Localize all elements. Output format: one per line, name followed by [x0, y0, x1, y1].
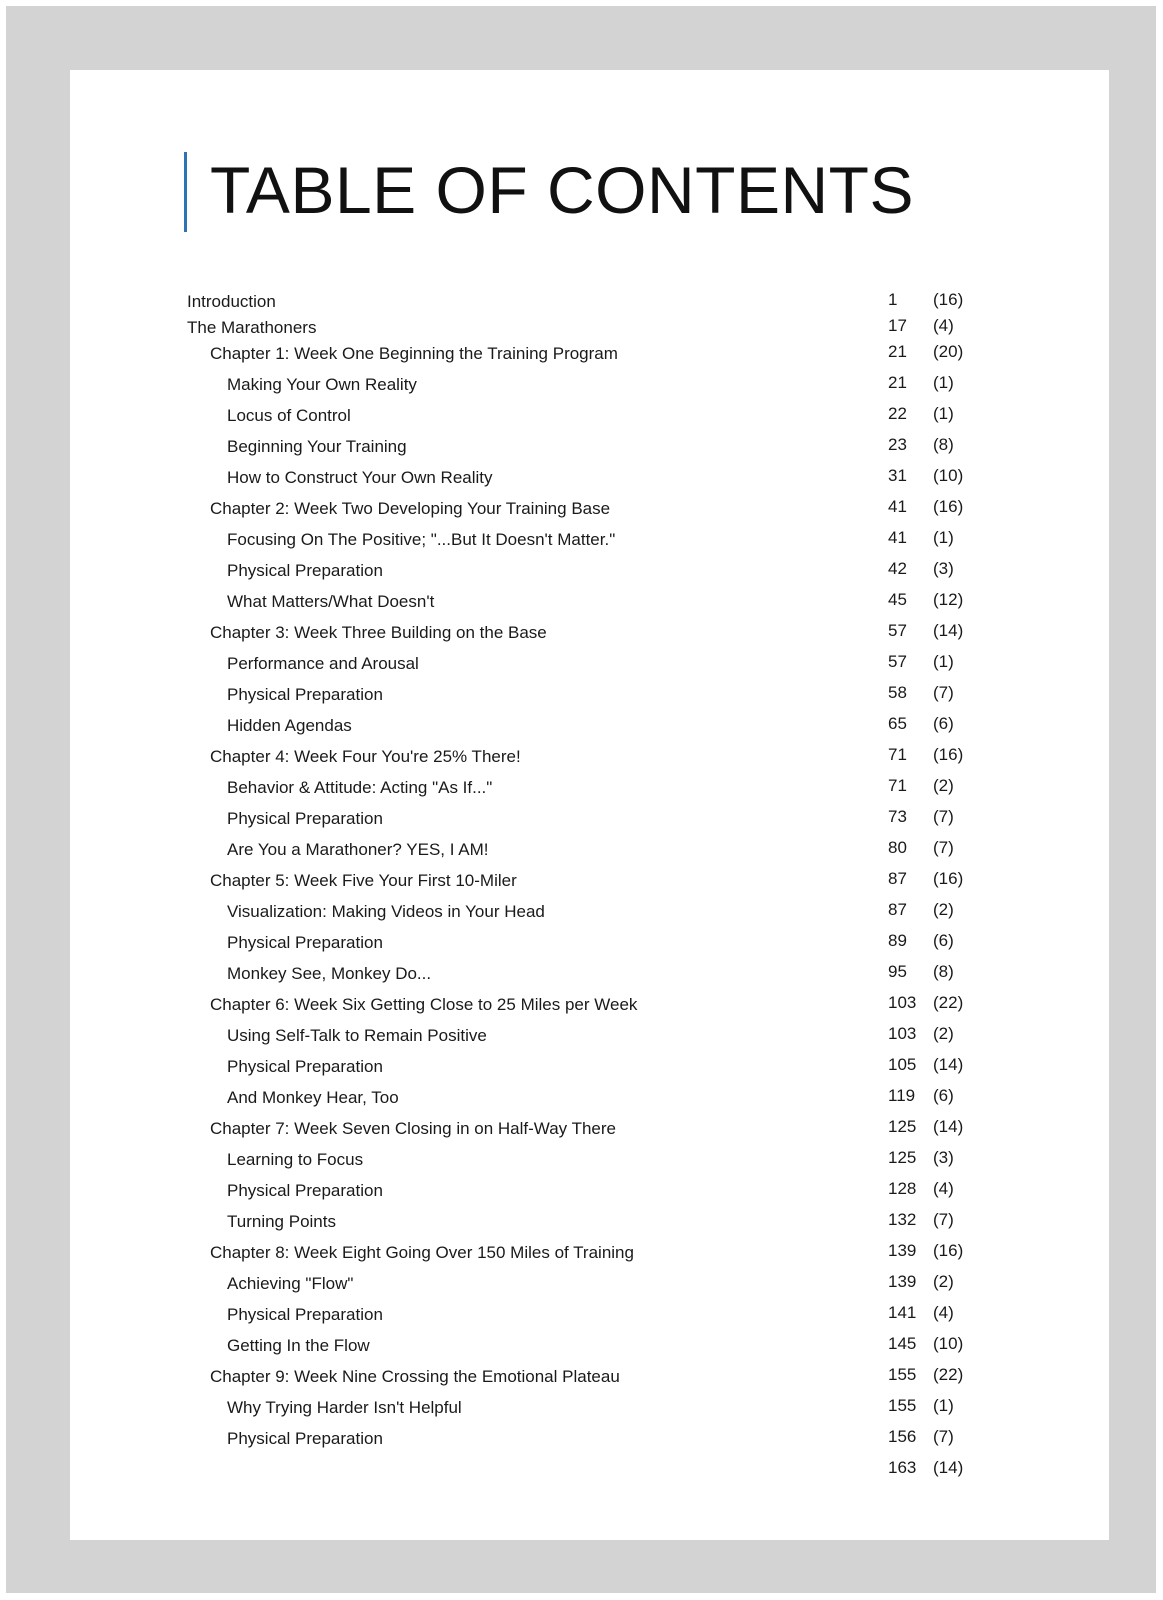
- toc-entry-title: Locus of Control: [227, 406, 351, 425]
- toc-entry-title: Visualization: Making Videos in Your Head: [227, 902, 545, 921]
- toc-entry[interactable]: [70, 314, 1109, 340]
- toc-entry-title: Behavior & Attitude: Acting "As If...": [227, 778, 493, 797]
- toc-entry-title: Making Your Own Reality: [227, 375, 417, 394]
- toc-entry-page: 155: [888, 1396, 917, 1415]
- toc-entry-page: 156: [888, 1427, 917, 1446]
- toc-entry-length: (7): [933, 838, 954, 857]
- toc-entry[interactable]: [70, 1053, 1109, 1084]
- toc-entry-page: 65: [888, 714, 907, 733]
- toc-entry-page: 125: [888, 1117, 917, 1136]
- toc-entry-length: (8): [933, 435, 954, 454]
- toc-entry-title: Chapter 8: Week Eight Going Over 150 Miles of Training: [210, 1243, 634, 1262]
- toc-entry-length: (2): [933, 1272, 954, 1291]
- toc-entry-title: Chapter 7: Week Seven Closing in on Half-Way There: [210, 1119, 616, 1138]
- toc-entry[interactable]: [70, 836, 1109, 867]
- toc-entry-length: (1): [933, 404, 954, 423]
- toc-entry-length: (1): [933, 1396, 954, 1415]
- toc-entry[interactable]: [70, 650, 1109, 681]
- toc-entry-title: Performance and Arousal: [227, 654, 419, 673]
- toc-entry-length: (7): [933, 1427, 954, 1446]
- toc-entry-title: Chapter 3: Week Three Building on the Base: [210, 623, 547, 642]
- toc-entry-length: (2): [933, 1024, 954, 1043]
- toc-entry-length: (3): [933, 559, 954, 578]
- toc-entry-length: (22): [933, 993, 964, 1012]
- toc-entry-page: 103: [888, 1024, 917, 1043]
- toc-entry[interactable]: [70, 1301, 1109, 1332]
- toc-entry-length: (14): [933, 621, 964, 640]
- toc-entry-title: Hidden Agendas: [227, 716, 352, 735]
- toc-entry-page: 155: [888, 1365, 917, 1384]
- toc-entry-title: Introduction: [187, 292, 276, 311]
- toc-entry-title: Chapter 6: Week Six Getting Close to 25 Miles per Week: [210, 995, 638, 1014]
- toc-entry[interactable]: [70, 340, 1109, 371]
- page-title: TABLE OF CONTENTS: [210, 153, 915, 227]
- toc-entry[interactable]: [70, 1425, 1109, 1456]
- toc-entry-page: 71: [888, 745, 907, 764]
- toc-entry-page: 21: [888, 373, 907, 392]
- toc-entry-page: 31: [888, 466, 907, 485]
- toc-entry-page: 45: [888, 590, 907, 609]
- title-accent-bar: [184, 152, 187, 232]
- toc-entry[interactable]: [70, 929, 1109, 960]
- toc-entry[interactable]: [70, 1332, 1109, 1363]
- toc-entry-page: 41: [888, 528, 907, 547]
- toc-entry-length: (16): [933, 1241, 964, 1260]
- toc-entry-length: (1): [933, 528, 954, 547]
- toc-entry[interactable]: [70, 433, 1109, 464]
- toc-entry[interactable]: [70, 526, 1109, 557]
- toc-entry[interactable]: [70, 1177, 1109, 1208]
- toc-entry-title: Beginning Your Training: [227, 437, 407, 456]
- toc-entry-title: What Matters/What Doesn't: [227, 592, 435, 611]
- toc-entry[interactable]: [70, 495, 1109, 526]
- toc-entry[interactable]: [70, 867, 1109, 898]
- table-of-contents: [70, 288, 1109, 1534]
- toc-entry-page: 95: [888, 962, 907, 981]
- toc-entry-length: (2): [933, 900, 954, 919]
- toc-entry-length: (12): [933, 590, 964, 609]
- toc-entry-length: (10): [933, 1334, 964, 1353]
- toc-entry-page: 71: [888, 776, 907, 795]
- toc-entry-page: 145: [888, 1334, 917, 1353]
- toc-entry[interactable]: [70, 288, 1109, 314]
- toc-entry-length: (16): [933, 497, 964, 516]
- toc-entry-title: Monkey See, Monkey Do...: [227, 964, 432, 983]
- toc-entry[interactable]: [70, 1084, 1109, 1115]
- toc-entry[interactable]: [70, 1146, 1109, 1177]
- toc-entry-page: 57: [888, 621, 907, 640]
- toc-entry-length: (16): [933, 745, 964, 764]
- toc-entry-title: Physical Preparation: [227, 809, 383, 828]
- toc-entry-page: 57: [888, 652, 907, 671]
- toc-entry-length: (10): [933, 466, 964, 485]
- toc-entry-length: (6): [933, 1086, 954, 1105]
- toc-entry-page: 132: [888, 1210, 917, 1229]
- toc-entry-length: (8): [933, 962, 954, 981]
- toc-entry-length: (7): [933, 807, 954, 826]
- toc-entry-title: Chapter 9: Week Nine Crossing the Emotional Plateau: [210, 1367, 620, 1386]
- toc-entry-page: 139: [888, 1272, 917, 1291]
- document-frame: [6, 6, 1156, 1593]
- toc-entry[interactable]: [70, 1394, 1109, 1425]
- toc-entry-page: 119: [888, 1086, 916, 1105]
- toc-entry-length: (1): [933, 652, 954, 671]
- toc-entry-page: 103: [888, 993, 917, 1012]
- toc-entry-title: Achieving "Flow": [227, 1274, 354, 1293]
- toc-entry-page: 42: [888, 559, 907, 578]
- toc-entry-page: 58: [888, 683, 907, 702]
- toc-entry-title: Physical Preparation: [227, 1181, 383, 1200]
- toc-entry[interactable]: [70, 991, 1109, 1022]
- toc-entry-page: 73: [888, 807, 907, 826]
- toc-entry[interactable]: [70, 1115, 1109, 1146]
- toc-entry[interactable]: [70, 402, 1109, 433]
- document-page: [70, 70, 1109, 1540]
- toc-entry[interactable]: [70, 1456, 1109, 1487]
- toc-entry-length: (22): [933, 1365, 964, 1384]
- toc-entry-page: 41: [888, 497, 907, 516]
- toc-entry-page: 80: [888, 838, 907, 857]
- toc-entry-length: (14): [933, 1458, 964, 1477]
- toc-entry-title: Physical Preparation: [227, 933, 383, 952]
- toc-entry-title: Learning to Focus: [227, 1150, 364, 1169]
- toc-entry[interactable]: [70, 588, 1109, 619]
- toc-entry-title: Chapter 5: Week Five Your First 10-Miler: [210, 871, 517, 890]
- toc-entry-page: 87: [888, 869, 907, 888]
- toc-entry[interactable]: [70, 1022, 1109, 1053]
- toc-entry[interactable]: [70, 557, 1109, 588]
- toc-entry-page: 128: [888, 1179, 917, 1198]
- toc-entry-length: (20): [933, 342, 964, 361]
- toc-entry[interactable]: [70, 464, 1109, 495]
- toc-entry-title: Focusing On The Positive; "...But It Doesn't Matter.": [227, 530, 616, 549]
- toc-entry-page: 139: [888, 1241, 917, 1260]
- toc-entry[interactable]: [70, 1363, 1109, 1394]
- toc-entry-title: Are You a Marathoner? YES, I AM!: [227, 840, 489, 859]
- toc-entry-title: Turning Points: [227, 1212, 336, 1231]
- toc-entry[interactable]: [70, 805, 1109, 836]
- toc-entry-length: (16): [933, 290, 964, 309]
- toc-entry-length: (3): [933, 1148, 954, 1167]
- toc-entry[interactable]: [70, 1270, 1109, 1301]
- toc-entry[interactable]: [70, 898, 1109, 929]
- toc-entry-page: 163: [888, 1458, 917, 1477]
- toc-entry-page: 141: [888, 1303, 917, 1322]
- toc-entry-length: (6): [933, 931, 954, 950]
- toc-entry-title: Getting In the Flow: [227, 1336, 370, 1355]
- toc-entry[interactable]: [70, 371, 1109, 402]
- toc-entry-page: 125: [888, 1148, 917, 1167]
- toc-entry-page: 105: [888, 1055, 917, 1074]
- toc-entry-title: Physical Preparation: [227, 1429, 383, 1448]
- toc-entry[interactable]: [70, 1208, 1109, 1239]
- toc-entry[interactable]: [70, 619, 1109, 650]
- toc-entry-length: (16): [933, 869, 964, 888]
- toc-entry-page: 89: [888, 931, 907, 950]
- toc-entry-length: (7): [933, 1210, 954, 1229]
- toc-entry[interactable]: [70, 960, 1109, 991]
- toc-entry-title: Physical Preparation: [227, 685, 383, 704]
- toc-entry-page: 22: [888, 404, 907, 423]
- toc-entry-length: (1): [933, 373, 954, 392]
- toc-entry-page: 17: [888, 316, 907, 335]
- toc-entry-length: (14): [933, 1055, 964, 1074]
- toc-entry-length: (4): [933, 1303, 954, 1322]
- toc-entry-length: (7): [933, 683, 954, 702]
- toc-entry-page: 1: [888, 290, 898, 309]
- toc-entry-length: (6): [933, 714, 954, 733]
- toc-entry-title: Chapter 4: Week Four You're 25% There!: [210, 747, 521, 766]
- toc-entry-title: Using Self-Talk to Remain Positive: [227, 1026, 487, 1045]
- toc-entry-length: (2): [933, 776, 954, 795]
- toc-entry-title: How to Construct Your Own Reality: [227, 468, 493, 487]
- toc-entry[interactable]: [70, 712, 1109, 743]
- toc-entry-page: 21: [888, 342, 907, 361]
- toc-entry-title: Why Trying Harder Isn't Helpful: [227, 1398, 462, 1417]
- toc-entry[interactable]: [70, 774, 1109, 805]
- toc-entry-title: Physical Preparation: [227, 1305, 383, 1324]
- toc-entry-title: Physical Preparation: [227, 561, 383, 580]
- toc-entry-title: Chapter 1: Week One Beginning the Training Program: [210, 344, 618, 363]
- toc-entry-length: (14): [933, 1117, 964, 1136]
- toc-entry-title: Physical Preparation: [227, 1057, 383, 1076]
- toc-entry-title: The Marathoners: [187, 318, 317, 337]
- toc-entry-length: (4): [933, 316, 954, 335]
- toc-entry-title: And Monkey Hear, Too: [227, 1088, 399, 1107]
- toc-entry-page: 23: [888, 435, 907, 454]
- toc-entry[interactable]: [70, 743, 1109, 774]
- toc-entry[interactable]: [70, 1239, 1109, 1270]
- toc-entry-title: Chapter 2: Week Two Developing Your Training Base: [210, 499, 611, 518]
- toc-entry-page: 87: [888, 900, 907, 919]
- toc-entry-length: (4): [933, 1179, 954, 1198]
- toc-entry[interactable]: [70, 681, 1109, 712]
